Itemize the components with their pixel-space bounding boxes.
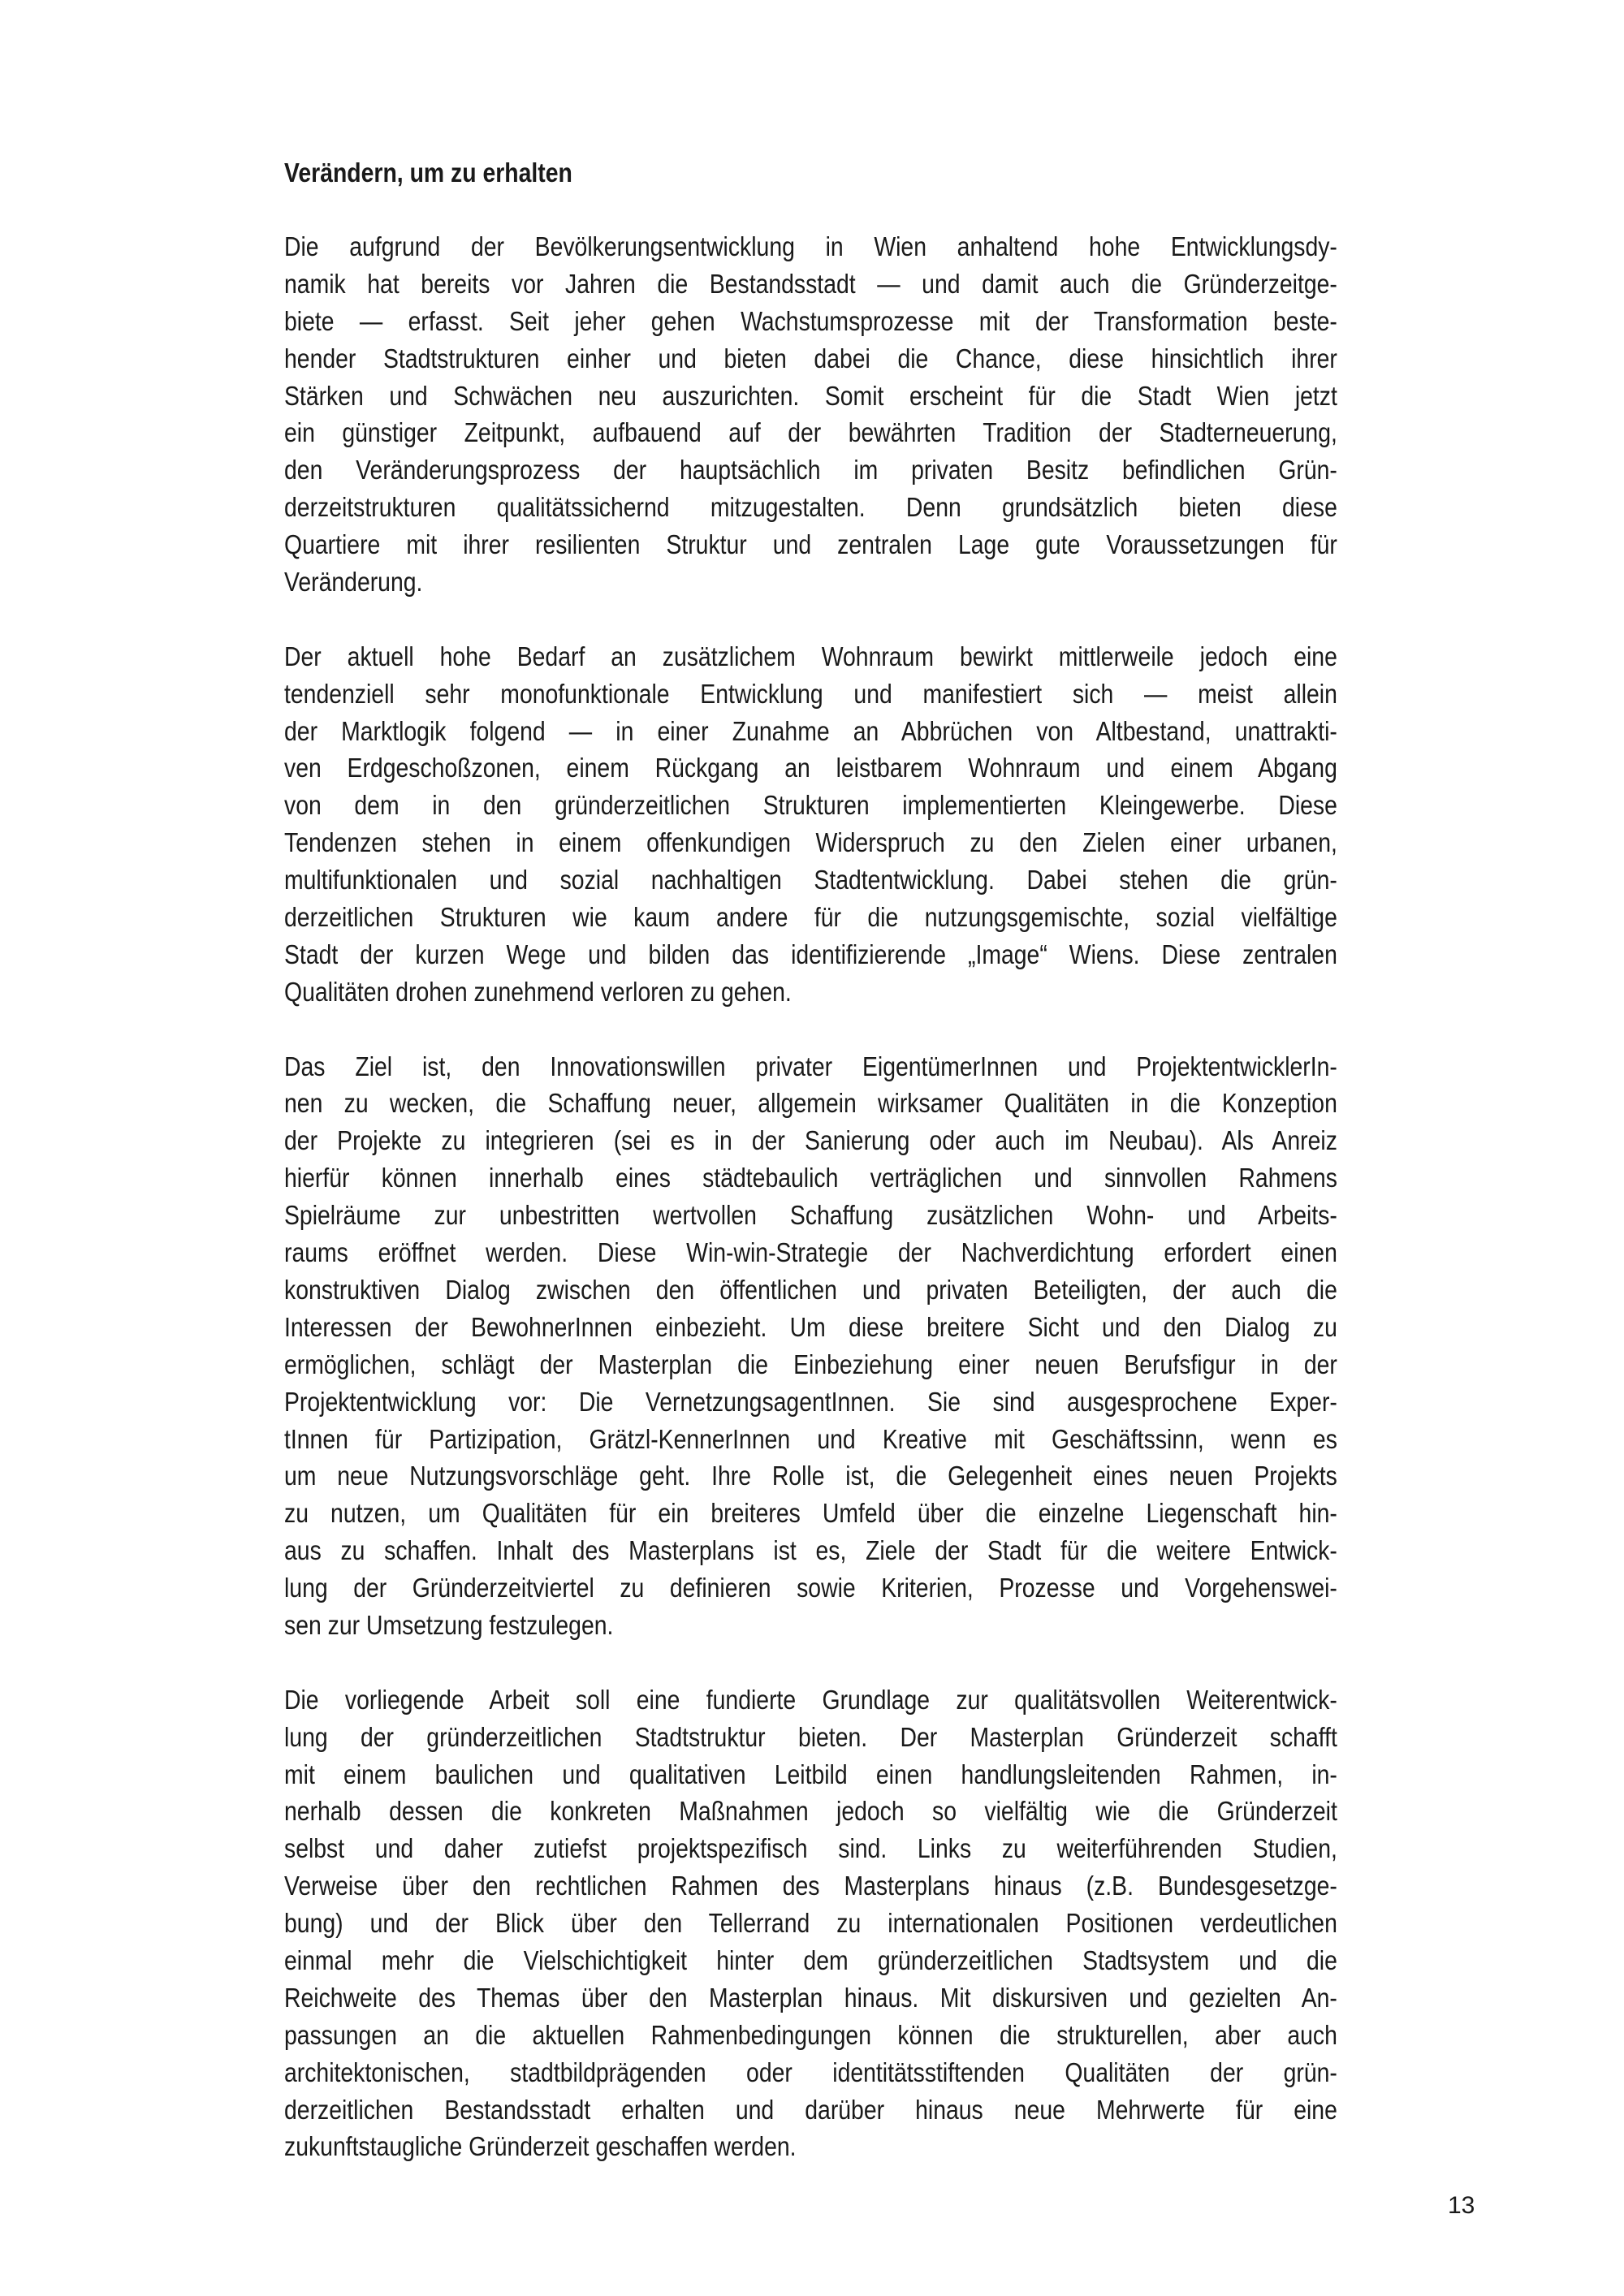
text-line: raums eröffnet werden. Diese Win-win-Strategie der Nachverdichtung erfordert einen bbox=[284, 1237, 1337, 1268]
paragraph bbox=[284, 1681, 1337, 2166]
text-line: biete — erfasst. Seit jeher gehen Wachstumsprozesse mit der Transformation beste- bbox=[284, 305, 1337, 336]
text-line: sen zur Umsetzung festzulegen. bbox=[284, 1609, 614, 1640]
text-line: tendenziell sehr monofunktionale Entwicklung und manifestiert sich — meist allein bbox=[284, 678, 1337, 709]
text-line: mit einem baulichen und qualitativen Leitbild einen handlungsleitenden Rahmen, in- bbox=[284, 1759, 1337, 1789]
text-line: Spielräume zur unbestritten wertvollen Schaffung zusätzlichen Wohn- und Arbeits- bbox=[284, 1200, 1337, 1231]
text-line: Reichweite des Themas über den Masterplan hinaus. Mit diskursiven und gezielten An- bbox=[284, 1982, 1337, 2013]
text-line: lung der gründerzeitlichen Stadtstruktur bieten. Der Masterplan Gründerzeit schafft bbox=[284, 1721, 1337, 1752]
text-line: der Marktlogik folgend — in einer Zunahme an Abbrüchen von Altbestand, unattrakti- bbox=[284, 715, 1337, 746]
paragraph bbox=[284, 638, 1337, 1011]
text-line: um neue Nutzungsvorschläge geht. Ihre Rolle ist, die Gelegenheit eines neuen Projekts bbox=[284, 1461, 1337, 1491]
text-line: Interessen der BewohnerInnen einbezieht. Um diese breitere Sicht und den Dialog zu bbox=[284, 1311, 1337, 1342]
text-line: zukunftstaugliche Gründerzeit geschaffen werden. bbox=[284, 2131, 797, 2162]
text-line: hierfür können innerhalb eines städtebaulich verträglichen und sinnvollen Rahmens bbox=[284, 1163, 1337, 1193]
text-line: nerhalb dessen die konkreten Maßnahmen jedoch so vielfältig wie die Gründerzeit bbox=[284, 1796, 1337, 1827]
text-line: lung der Gründerzeitviertel zu definieren sowie Kriterien, Prozesse und Vorgehenswei- bbox=[284, 1573, 1337, 1603]
text-line: einmal mehr die Vielschichtigkeit hinter dem gründerzeitlichen Stadtsystem und die bbox=[284, 1944, 1337, 1975]
text-line: selbst und daher zutiefst projektspezifisch sind. Links zu weiterführenden Studien, bbox=[284, 1833, 1337, 1864]
text-line: derzeitlichen Strukturen wie kaum andere für die nutzungsgemischte, sozial vielfältige bbox=[284, 902, 1337, 933]
text-line: hender Stadtstrukturen einher und bieten dabei die Chance, diese hinsichtlich ihrer bbox=[284, 343, 1337, 373]
text-line: bung) und der Blick über den Tellerrand zu internationalen Positionen verdeutlichen bbox=[284, 1908, 1337, 1939]
text-line: derzeitlichen Bestandsstadt erhalten und darüber hinaus neue Mehrwerte für eine bbox=[284, 2094, 1337, 2125]
page-number: 13 bbox=[1448, 2192, 1475, 2219]
text-line: nen zu wecken, die Schaffung neuer, allgemein wirksamer Qualitäten in die Konzeption bbox=[284, 1088, 1337, 1119]
text-line: multifunktionalen und sozial nachhaltigen Stadtentwicklung. Dabei stehen die grün- bbox=[284, 865, 1337, 896]
text-line: Stärken und Schwächen neu auszurichten. Somit erscheint für die Stadt Wien jetzt bbox=[284, 380, 1337, 411]
text-line: Der aktuell hohe Bedarf an zusätzlichem Wohnraum bewirkt mittlerweile jedoch eine bbox=[284, 641, 1337, 671]
text-line: passungen an die aktuellen Rahmenbedingungen können die strukturellen, aber auch bbox=[284, 2019, 1337, 2050]
text-line: Veränderung. bbox=[284, 567, 423, 598]
text-line: Die vorliegende Arbeit soll eine fundierte Grundlage zur qualitätsvollen Weiterentwick- bbox=[284, 1684, 1337, 1715]
paragraph bbox=[284, 1048, 1337, 1644]
text-line: tInnen für Partizipation, Grätzl-KennerInnen und Kreative mit Geschäftssinn, wenn es bbox=[284, 1423, 1337, 1454]
text-line: Tendenzen stehen in einem offenkundigen Widerspruch zu den Zielen einer urbanen, bbox=[284, 827, 1337, 858]
text-line: derzeitstrukturen qualitätssichernd mitzugestalten. Denn grundsätzlich bieten diese bbox=[284, 492, 1337, 523]
text-line: ein günstiger Zeitpunkt, aufbauend auf der bewährten Tradition der Stadterneuerung, bbox=[284, 417, 1337, 448]
text-line: Qualitäten drohen zunehmend verloren zu gehen. bbox=[284, 976, 792, 1007]
text-line: Verweise über den rechtlichen Rahmen des Masterplans hinaus (z.B. Bundesgesetzge- bbox=[284, 1871, 1337, 1901]
text-line: Stadt der kurzen Wege und bilden das identifizierende „Image“ Wiens. Diese zentralen bbox=[284, 939, 1337, 969]
text-line: namik hat bereits vor Jahren die Bestandsstadt — und damit auch die Gründerzeitge- bbox=[284, 268, 1337, 299]
section-heading: Verändern, um zu erhalten bbox=[284, 158, 572, 188]
text-line: zu nutzen, um Qualitäten für ein breiteres Umfeld über die einzelne Liegenschaft hin- bbox=[284, 1498, 1337, 1529]
text-line: von dem in den gründerzeitlichen Strukturen implementierten Kleingewerbe. Diese bbox=[284, 790, 1337, 821]
text-line: ven Erdgeschoßzonen, einem Rückgang an leistbarem Wohnraum und einem Abgang bbox=[284, 753, 1337, 783]
text-line: Quartiere mit ihrer resilienten Struktur und zentralen Lage gute Voraussetzungen für bbox=[284, 529, 1337, 560]
text-line: der Projekte zu integrieren (sei es in der Sanierung oder auch im Neubau). Als Anreiz bbox=[284, 1125, 1337, 1156]
text-line: den Veränderungsprozess der hauptsächlich im privaten Besitz befindlichen Grün- bbox=[284, 455, 1337, 486]
text-line: ermöglichen, schlägt der Masterplan die Einbeziehung einer neuen Berufsfigur in der bbox=[284, 1349, 1337, 1379]
text-line: konstruktiven Dialog zwischen den öffentlichen und privaten Beteiligten, der auch die bbox=[284, 1274, 1337, 1305]
text-line: Das Ziel ist, den Innovationswillen privater EigentümerInnen und ProjektentwicklerIn- bbox=[284, 1051, 1337, 1081]
text-line: aus zu schaffen. Inhalt des Masterplans ist es, Ziele der Stadt für die weitere Entwick- bbox=[284, 1535, 1337, 1566]
paragraph bbox=[284, 228, 1337, 601]
body-text bbox=[284, 228, 1337, 2203]
text-line: architektonischen, stadtbildprägenden oder identitätsstiftenden Qualitäten der grün- bbox=[284, 2056, 1337, 2087]
text-line: Die aufgrund der Bevölkerungsentwicklung in Wien anhaltend hohe Entwicklungsdy- bbox=[284, 231, 1337, 261]
text-line: Projektentwicklung vor: Die VernetzungsagentInnen. Sie sind ausgesprochene Exper- bbox=[284, 1386, 1337, 1417]
